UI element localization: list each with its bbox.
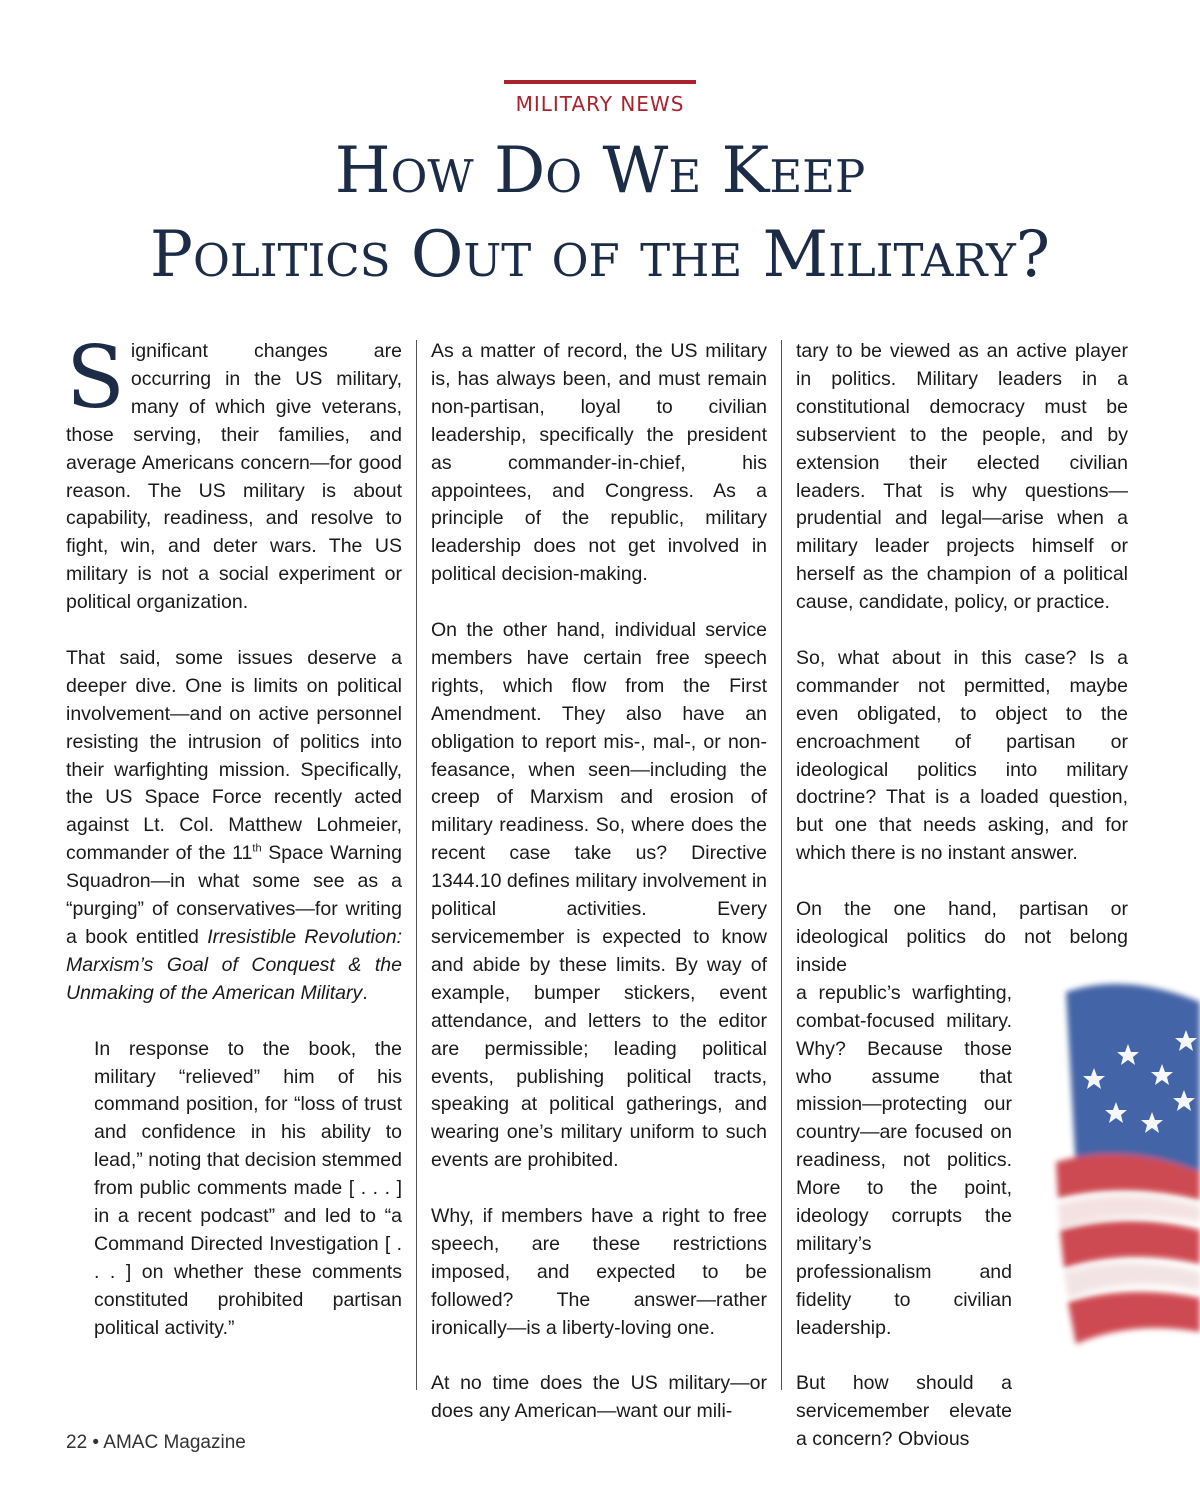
article-paragraph: On the other hand, individual service members have certain free speech rights, which flow from the First Amendment. They also have an obligation to report mis-, mal-, or non-feasance, when seen—including the creep of Marxism and erosion of military readiness. So, where does the recent case take us? Directive 1344.10 defines military involvement in political activities. Every servicemember is expected to know and abide by these limits. By way of example, bumper stickers, event attendance, and letters to the editor are permissible; leading political events, publishing political tracts, speaking at political gatherings, and wearing one’s military uniform to such events are prohibited.	[431, 619, 768, 1172]
paragraph-text: ignificant changes are occurring in the US military, many of which give veterans, those serving, their families, and average Americans concern—for good reason. The US military is about capability, readiness, and resolve to fight, win, and deter wars. The US military is not a social experiment or political organization.	[66, 340, 402, 614]
article-paragraph: Why, if members have a right to free speech, are these restrictions imposed, and expected to be followed? The answer—rather ironically—is a liberty-loving one.	[431, 1205, 767, 1339]
section-label: MILITARY NEWS	[515, 92, 685, 116]
article-paragraph: On the one hand, partisan or ideological politics do not belong inside	[796, 898, 1128, 976]
article-paragraph	[66, 645, 402, 1008]
article-paragraph: As a matter of record, the US military is, has always been, and must remain non-partisan, loyal to civilian leadership, specifically the president as commander-in-chief, his appointees, and Congress. As a principle of the republic, military leadership does not get involved in political decision-making.	[431, 340, 767, 586]
article-column-2	[431, 338, 767, 1454]
article-paragraph: a republic’s warfighting, combat-focused military. Why? Because those who assume that mission—protecting our country—are focused on readiness, not politics. More to the point, ideology corrupts the military’s professionalism and fidelity to civilian leadership.	[796, 981, 1012, 1339]
american-flag-watercolor-icon	[1036, 972, 1200, 1362]
drop-cap: S	[66, 328, 125, 428]
headline-line-2: Politics Out of the Military?	[149, 218, 1051, 292]
article-paragraph	[66, 328, 402, 617]
article-paragraph: tary to be viewed as an active player in politics. Military leaders in a constitutional democracy must be subservient to the people, and by extension their elected civilian leaders. That is why questions—prudential and legal—arise when a military leader projects himself or herself as the champion of a political cause, candidate, policy, or practice.	[796, 340, 1128, 614]
ordinal-superscript: th	[252, 842, 262, 855]
column-divider	[416, 340, 417, 1390]
book-title: Irresistible Revolution: Marxism’s Goal of Conquest & the Unmaking of the American Military	[66, 926, 402, 1004]
article-paragraph: At no time does the US military—or does any American—want our mili-	[431, 1372, 767, 1423]
headline-line-1: How Do We Keep	[334, 134, 866, 208]
page-footer: 22 • AMAC Magazine	[66, 1432, 246, 1453]
section-divider	[504, 80, 696, 84]
column-divider	[781, 340, 782, 1390]
article-paragraph: So, what about in this case? Is a commander not permitted, maybe even obligated, to object to the encroachment of partisan or ideological politics into military doctrine? That is a loaded question, but one that needs asking, and for which there is no instant answer.	[796, 646, 1128, 865]
paragraph-text: Space Warning Squadron—in what some see as a “purging” of conservatives—for writing a book entitled	[66, 842, 402, 949]
article-paragraph: But how should a servicemember elevate a concern? Obvious	[796, 1372, 1012, 1451]
paragraph-text: That said, some issues deserve a deeper dive. One is limits on political involvement—and on active personnel resisting the intrusion of politics into their warfighting mission. Specifically, the US Space Force recently acted against Lt. Col. Matthew Lohmeier, commander of the 11	[66, 646, 402, 865]
paragraph-text: .	[362, 981, 368, 1004]
article-column-1	[66, 328, 402, 1370]
article-paragraph: In response to the book, the military “relieved” him of his command position, for “loss of trust and confidence in his ability to lead,” noting that decision stemmed from public comments made [ . . . ] in a recent podcast” and led to “a Command Directed Investigation [ . . . ] on whether these comments constituted prohibited partisan political activity.”	[94, 1037, 402, 1339]
